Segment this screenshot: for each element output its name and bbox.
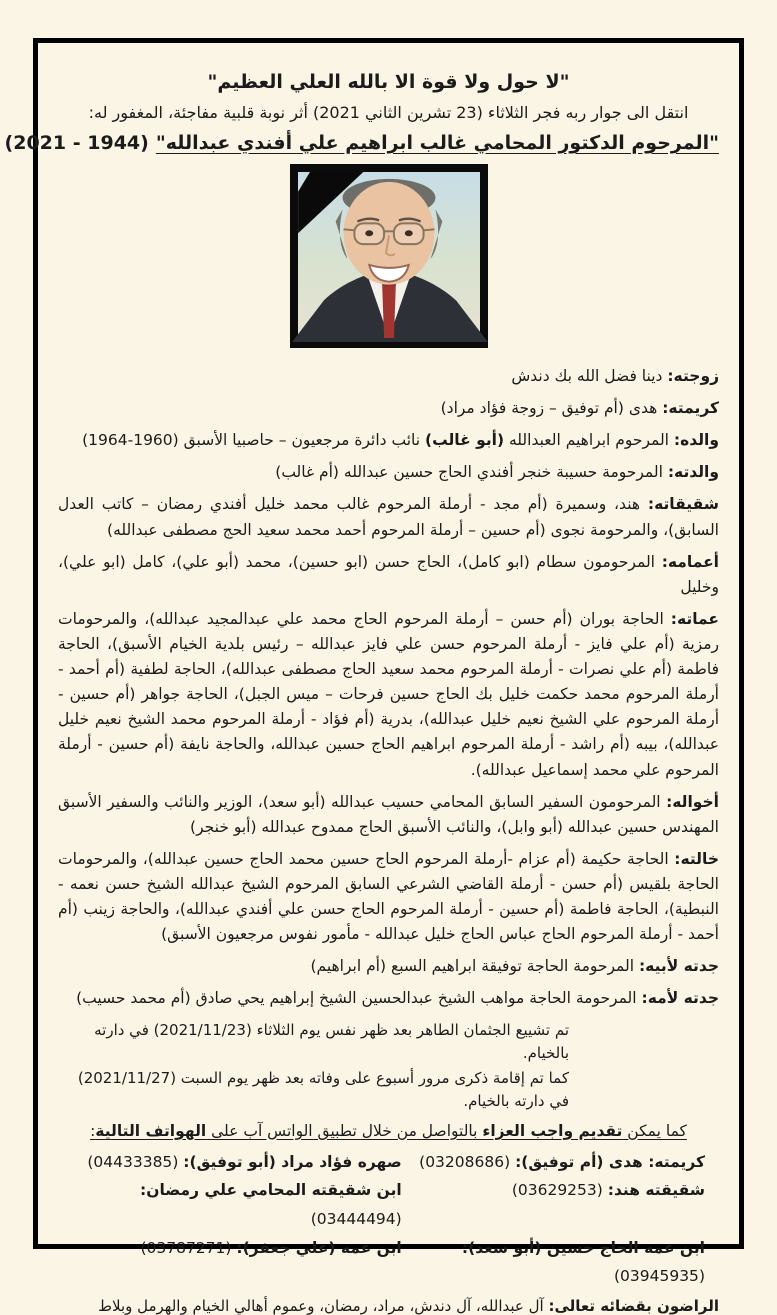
basmala-title: "لا حول ولا قوة الا بالله العلي العظيم"	[207, 71, 570, 93]
phone-entry: ابن عمه (علي جعفر): (03787271)	[140, 1238, 402, 1257]
photo-container	[58, 164, 719, 352]
portrait-illustration	[298, 172, 480, 340]
memorial-week-line: كما تم إقامة ذكرى مرور أسبوع على وفاته بعد ظهر يوم السبت (2021/11/27) في دارته بالخيام.	[77, 1069, 569, 1111]
phone-entry: ابن عمه الحاج حسين (أبو سعد): (03945935)	[461, 1238, 705, 1286]
burial-notice-line: تم تشييع الجثمان الطاهر بعد ظهر نفس يوم الثلاثاء (2021/11/23) في دارته بالخيام.	[94, 1020, 569, 1062]
phone-number: (04433385)	[87, 1152, 184, 1171]
family-line-maternal-grandmother: جدته لأمه: المرحومة الحاجة مواهب الشيخ عبدالحسين الشيخ إبراهيم يحي صادق (أم محمد حسيب)	[76, 989, 719, 1008]
border-frame	[4, 38, 744, 1315]
family-line-paternal-uncles: أعمامه: المرحومون سطام (ابو كامل)، الحاج حسن (ابو حسين)، محمد (أبو علي)، كامل (ابو علي)، وخليل	[58, 552, 719, 596]
deceased-name: "المرحوم الدكتور المحامي غالب ابراهيم علي أفندي عبدالله"	[155, 132, 719, 154]
phone-number: (03787271)	[140, 1238, 237, 1257]
family-label: شقيقاته:	[647, 495, 719, 514]
death-announcement-line: انتقل الى جوار ربه فجر الثلاثاء (23 تشرين الثاني 2021) أثر نوبة قلبية مفاجئة، المغفور له:	[88, 103, 689, 122]
phone-number: (03945935)	[613, 1267, 705, 1286]
family-label: والده:	[673, 431, 719, 450]
family-line-maternal-uncles: أخواله: المرحومون السفير السابق المحامي حسيب عبدالله (أبو سعد)، الوزير والنائب والسفير الأسبق المهندس حسين عبدالله (أبو وابل)، والنائب الأسبق الحاج ممدوح عبدالله (أبو خنجر)	[58, 792, 719, 836]
phone-entry: ابن شقيقته المحامي علي رمضان: (03444494)	[140, 1181, 402, 1228]
family-label: أعمامه:	[661, 552, 719, 571]
family-line-maternal-aunts: خالته: الحاجة حكيمة (أم عزام -أرملة المرحوم الحاج حسين محمد الحاج حسين عبدالله)، والمرحومات الحاجة بلقيس (أم حسن - أرملة القاضي الشرعي السابق المرحوم الشيخ عبدالله الشيخ حسن نعمه - النبطية)، الحاجة فاطمة (أم حسين - أرملة المرحوم الحاج حسن علي أفندي عبدالله)، والحاجة زينب (أم أحمد - أرملة المرحوم الحاج عباس الحاج خليل عبدالله - مأمور نفوس مرجعيون الأسبق)	[58, 849, 719, 944]
deceased-name-heading	[4, 132, 719, 154]
family-line-paternal-aunts: عماته: الحاجة بوران (أم حسن – أرملة المرحوم الحاج محمد علي عبدالمجيد عبدالله)، والمرحومات رمزية (أم علي فايز - أرملة المرحوم حسن علي فايز عبدالله – رئيس بلدية الخيام الأسبق)، الحاجة فاطمة (أم علي نصرات - أرملة المرحوم محمد سعيد الحاج مصطفى عبدالله)، الحاجة لطفية (أم أحمد - أرملة المرحوم محمد حكمت خليل بك الحاج حسين فرحات – ميس الجبل)، الحاجة جواهر (أم حسين - أرملة المرحوم علي الشيخ نعيم خليل عبدالله)، بدرية (أم فؤاد - أرملة المرحوم محمد الشيخ نعيم خليل عبدالله)، بيبه (أم راشد - أرملة المرحوم ابراهيم الحاج حسين عبدالله، والحاجة نايفة (أم حسين - أرملة المرحوم علي محمد إسماعيل عبدالله).	[58, 609, 719, 779]
mourners-families-line: الراضون بقضائه تعالى: آل عبدالله، آل دندش، مراد، رمضان، وعموم أهالي الخيام والهرمل وبلاط	[98, 1296, 719, 1315]
family-line-mother: والدته: المرحومة حسيبة خنجر أفندي الحاج حسين عبدالله (أم غالب)	[275, 463, 719, 482]
phone-entry: كريمته: هدى (أم توفيق): (03208686)	[419, 1152, 705, 1171]
phone-entry: شقيقته هند: (03629253)	[511, 1181, 705, 1200]
deceased-portrait-photo	[290, 164, 488, 348]
family-label: والدته:	[667, 463, 719, 482]
phone-entry: صهره فؤاد مراد (أبو توفيق): (04433385)	[87, 1152, 402, 1171]
family-label: عماته:	[670, 609, 719, 628]
family-line-daughter: كريمته: هدى (أم توفيق – زوجة فؤاد مراد)	[440, 399, 719, 418]
family-label: خالته:	[674, 849, 719, 868]
phone-number: (03629253)	[511, 1181, 608, 1200]
family-label: كريمته:	[662, 399, 719, 418]
family-line-wife: زوجته: دينا فضل الله بك دندش	[511, 367, 719, 385]
deceased-years: (1944 - 2021)	[4, 132, 149, 154]
family-line-father: والده: المرحوم ابراهيم العبدالله (أبو غالب) نائب دائرة مرجعيون – حاصبيا الأسبق (1960-1964)	[82, 431, 719, 450]
family-label: جدته لأمه:	[641, 989, 719, 1008]
family-label: أخواله:	[666, 792, 719, 811]
family-line-sisters: شقيقاته: هند، وسميرة (أم مجد - أرملة المرحوم غالب محمد خليل أفندي رمضان – كاتب العدل السابق)، والمرحومة نجوى (أم حسين – أرملة المرحوم أحمد محمد سعيد الحج مصطفى عبدالله)	[58, 495, 719, 539]
condolence-instruction-line: كما يمكن تقديم واجب العزاء بالتواصل من خلال تطبيق الواتس آب على الهواتف التالية:	[90, 1121, 687, 1140]
family-label: جدته لأبيه:	[638, 957, 719, 976]
family-label: زوجته:	[667, 367, 719, 385]
phone-number: (03444494)	[310, 1209, 402, 1228]
family-line-paternal-grandmother: جدته لأبيه: المرحومة الحاجة توفيقة ابراهيم السبع (أم ابراهيم)	[310, 957, 719, 976]
phone-contacts-grid	[58, 1148, 719, 1291]
family-details-section	[58, 364, 719, 1012]
phone-number: (03208686)	[419, 1152, 516, 1171]
